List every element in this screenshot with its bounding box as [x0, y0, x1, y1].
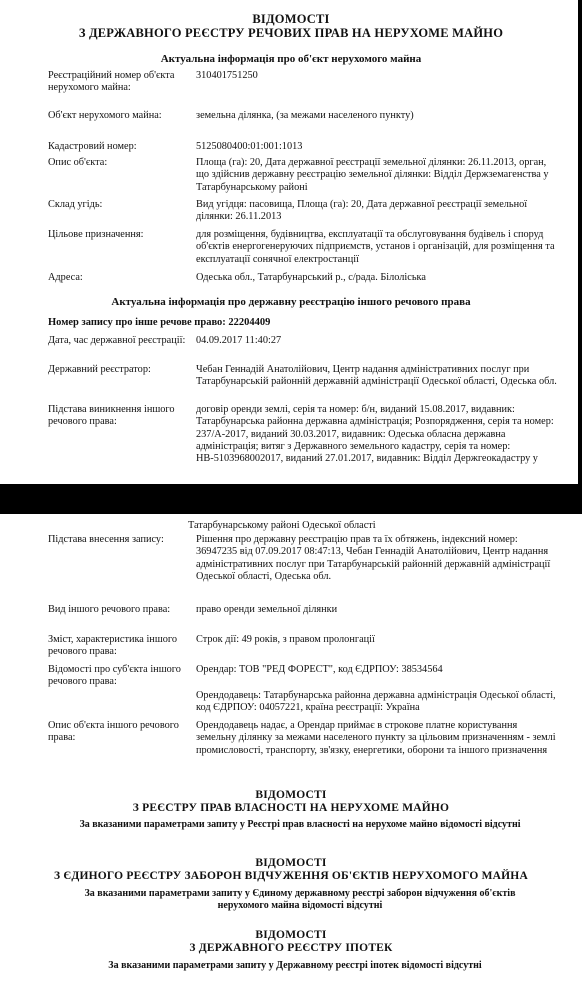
- field-value: Строк дії: 49 років, з правом пролонгації: [196, 634, 375, 645]
- field-right-content: [48, 634, 558, 659]
- field-value: Рішення про державну реєстрацію прав та їх обтяжень, індексний номер: 36947235 від 07.09.2017 08:47:13, Чебан Геннадій Анатолійович, Центр надання адміністративних послуг при Татарбунарській районній державній адміністрації Одеської області, Одеська обл.: [196, 534, 551, 582]
- field-label: Підстава виникнення іншого речового права:: [48, 404, 175, 428]
- field-value: 310401751250: [196, 70, 258, 81]
- field-label: Об'єкт нерухомого майна:: [48, 110, 162, 121]
- field-description: [48, 157, 558, 194]
- field-right-object-desc: [48, 720, 558, 757]
- doc-title-line1: ВІДОМОСТІ: [252, 12, 330, 26]
- field-lessor: [48, 690, 558, 715]
- field-value: Орендодавець: Татарбунарська районна державна адміністрація Одеської області, код ЄДРПОУ: 04057221, країна реєстрації: Україна: [196, 690, 556, 714]
- prohibitions-title-line2: З ЄДИНОГО РЕЄСТРУ ЗАБОРОН ВІДЧУЖЕННЯ ОБ'ЄКТІВ НЕРУХОМОГО МАЙНА: [54, 870, 528, 882]
- document-page-2: [0, 514, 582, 1000]
- field-label: Опис об'єкта іншого речового права:: [48, 720, 179, 744]
- field-label: Відомості про суб'єкта іншого речового права:: [48, 664, 181, 688]
- field-label: Опис об'єкта:: [48, 157, 108, 168]
- field-label: Кадастровий номер:: [48, 141, 137, 152]
- field-value: Площа (га): 20, Дата державної реєстрації земельної ділянки: 26.11.2013, орган, що здійснив державну реєстрацію земельної ділянки: Відділ Держземагенства у Татарбунарському районі: [196, 157, 549, 193]
- field-label: Вид іншого речового права:: [48, 604, 171, 615]
- field-value: Вид угідця: пасовища, Площа (га): 20, Дата державної реєстрації земельної ділянки: 26.11.2013: [196, 199, 528, 223]
- field-registrar: [48, 364, 558, 389]
- field-value: Чебан Геннадій Анатолійович, Центр надання адміністративних послуг при Татарбунарській районній державній адміністрації Одеської області, Одеська обл.: [196, 364, 557, 388]
- field-label: Склад угідь:: [48, 199, 103, 210]
- field-label: Державний реєстратор:: [48, 364, 151, 375]
- field-value: договір оренди землі, серія та номер: б/н, виданий 15.08.2017, видавник: Татарбунарська районна державна адміністрація; Розпорядження, серія та номер: 237/А-2017, виданий 30.03.2017, видавник: Одеська обласна державна адміністрація; витяг з Державного земельного кадастру, серія та номер: НВ-5103968002017, виданий 27.01.2017, видавник: Відділ Держгеокадастру у: [196, 404, 554, 465]
- field-right-subject: [48, 664, 558, 689]
- field-cadastral: [48, 141, 558, 153]
- field-value: для розміщення, будівництва, експлуатації та обслуговування будівель і споруд об'єктів енергогенеруючих підприємств, установ і організацій, для розміщення та експлуатації сонячної електростанції: [196, 229, 555, 265]
- field-value: Одеська обл., Татарбунарський р., с/рада. Білоліська: [196, 272, 426, 283]
- field-address: [48, 272, 558, 284]
- continuation-text: Татарбунарському районі Одеської області: [188, 520, 376, 531]
- mortgage-note: За вказаними параметрами запиту у Державному реєстрі іпотек відомості відсутні: [108, 960, 482, 971]
- ownership-note: За вказаними параметрами запиту у Реєстрі прав власності на нерухоме майно відомості відсутні: [79, 819, 521, 830]
- field-value: земельна ділянка, (за межами населеного пункту): [196, 110, 414, 121]
- field-label: Реєстраційний номер об'єкта нерухомого майна:: [48, 70, 175, 94]
- field-value: 5125080400:01:001:1013: [196, 141, 303, 152]
- record-number: Номер запису про інше речове право: 22204409: [48, 317, 271, 328]
- page-separator: [0, 484, 582, 514]
- field-basis-origin: [48, 404, 558, 465]
- field-label: Дата, час державної реєстрації:: [48, 335, 186, 346]
- field-label: Підстава внесення запису:: [48, 534, 164, 545]
- prohibitions-note: За вказаними параметрами запиту у Єдиному державному реєстрі заборон відчуження об'єктів нерухомого майна відомості відсутні: [84, 888, 516, 911]
- mortgage-title-line2: З ДЕРЖАВНОГО РЕЄСТРУ ІПОТЕК: [189, 942, 393, 954]
- ownership-title-line2: З РЕЄСТРУ ПРАВ ВЛАСНОСТІ НА НЕРУХОМЕ МАЙНО: [132, 802, 450, 814]
- field-label: Цільове призначення:: [48, 229, 144, 240]
- field-reg-number: [48, 70, 558, 95]
- doc-title-line2: З ДЕРЖАВНОГО РЕЄСТРУ РЕЧОВИХ ПРАВ НА НЕРУХОМЕ МАЙНО: [78, 26, 504, 40]
- field-value: Орендар: ТОВ "РЕД ФОРЕСТ", код ЄДРПОУ: 38534564: [196, 664, 443, 675]
- field-value: 04.09.2017 11:40:27: [196, 335, 282, 346]
- field-basis-entry: [48, 534, 558, 583]
- field-value: Орендодавець надає, а Орендар приймає в строкове платне користування земельну ділянку за межами населеного пункту за цільовим призначенням - землі промисловості, транспорту, зв'язку, енергетики, оборони та іншого призначення: [196, 720, 556, 756]
- field-reg-date: [48, 335, 558, 347]
- field-right-type: [48, 604, 558, 616]
- right-section-heading: Актуальна інформація про державну реєстрацію іншого речового права: [111, 296, 471, 308]
- field-value: право оренди земельної ділянки: [196, 604, 338, 615]
- prohibitions-title-line1: ВІДОМОСТІ: [255, 857, 327, 869]
- object-section-heading: Актуальна інформація про об'єкт нерухомого майна: [160, 53, 422, 65]
- field-object: [48, 110, 558, 122]
- ownership-title-line1: ВІДОМОСТІ: [255, 789, 327, 801]
- scan-edge: [578, 0, 582, 490]
- field-label: Зміст, характеристика іншого речового права:: [48, 634, 178, 658]
- field-purpose: [48, 229, 558, 266]
- mortgage-title-line1: ВІДОМОСТІ: [255, 929, 327, 941]
- field-label: [48, 690, 196, 715]
- field-label: Адреса:: [48, 272, 83, 283]
- field-land-composition: [48, 199, 558, 224]
